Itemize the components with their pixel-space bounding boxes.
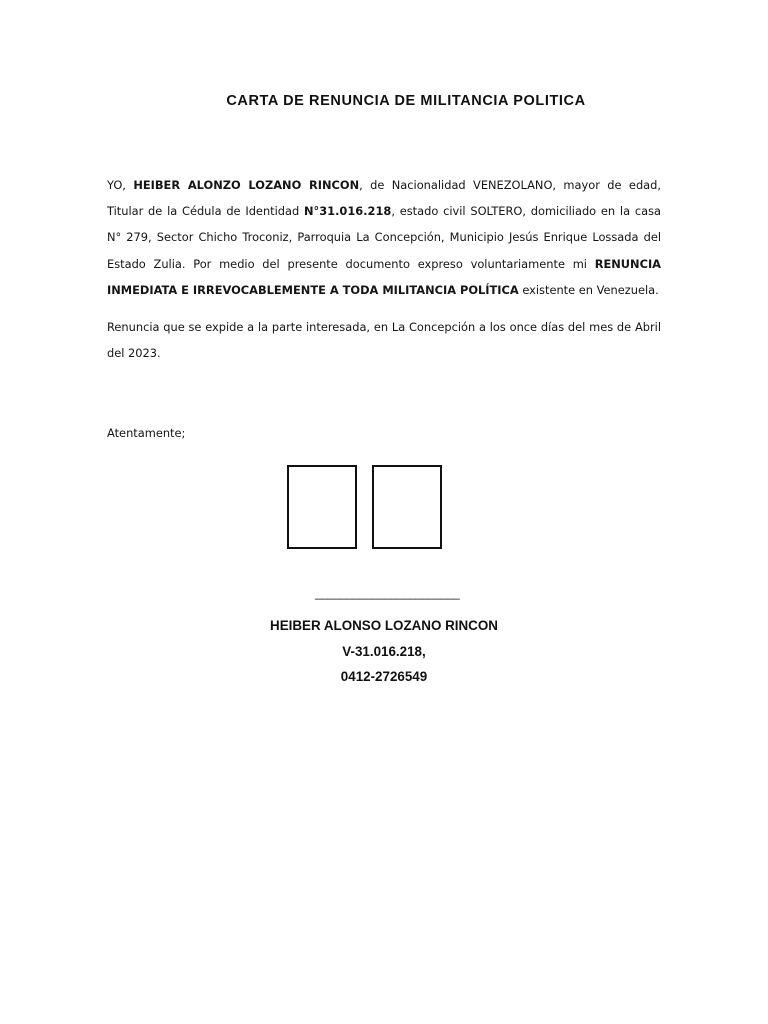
paragraph-text: YO, [107, 178, 134, 192]
paragraph-text: , de Nacionalidad VENEZOLANO, mayor de edad, Titular de la Cédula de Identidad [107, 178, 662, 219]
paragraph-text: , estado civil SOLTERO, domiciliado en la casa N° 279, Sector Chicho Troconiz, Parroquia La Concepción, Municipio Jesús Enrique Lossada del Estado Zulia. Por medio del presente documento expreso voluntariamente mi [107, 204, 662, 271]
document-title: CARTA DE RENUNCIA DE MILITANCIA POLITICA [226, 93, 586, 109]
paragraph-text: existente en Venezuela. [518, 282, 659, 297]
body-paragraph-issuance: Renuncia que se expide a la parte interesada, en La Concepción a los once días del mes de Abril del 2023. [107, 320, 661, 361]
signer-name: HEIBER ALONSO LOZANO RINCON [270, 618, 498, 633]
signer-phone: 0412-2726549 [340, 669, 428, 684]
emphasized-text: HEIBER ALONZO LOZANO RINCON [133, 178, 360, 192]
body-paragraph-declaration [107, 172, 661, 303]
emphasized-text: N°31.016.218 [304, 204, 392, 219]
signature-line: _______________________ [315, 586, 460, 600]
fingerprint-box-left [287, 465, 357, 549]
emphasized-text: RENUNCIA INMEDIATA E IRREVOCABLEMENTE A TODA MILITANCIA POLÍTICA [107, 256, 661, 297]
fingerprint-box-right [372, 465, 442, 549]
signer-id: V-31.016.218, [342, 644, 426, 659]
closing-salutation: Atentamente; [107, 426, 186, 440]
